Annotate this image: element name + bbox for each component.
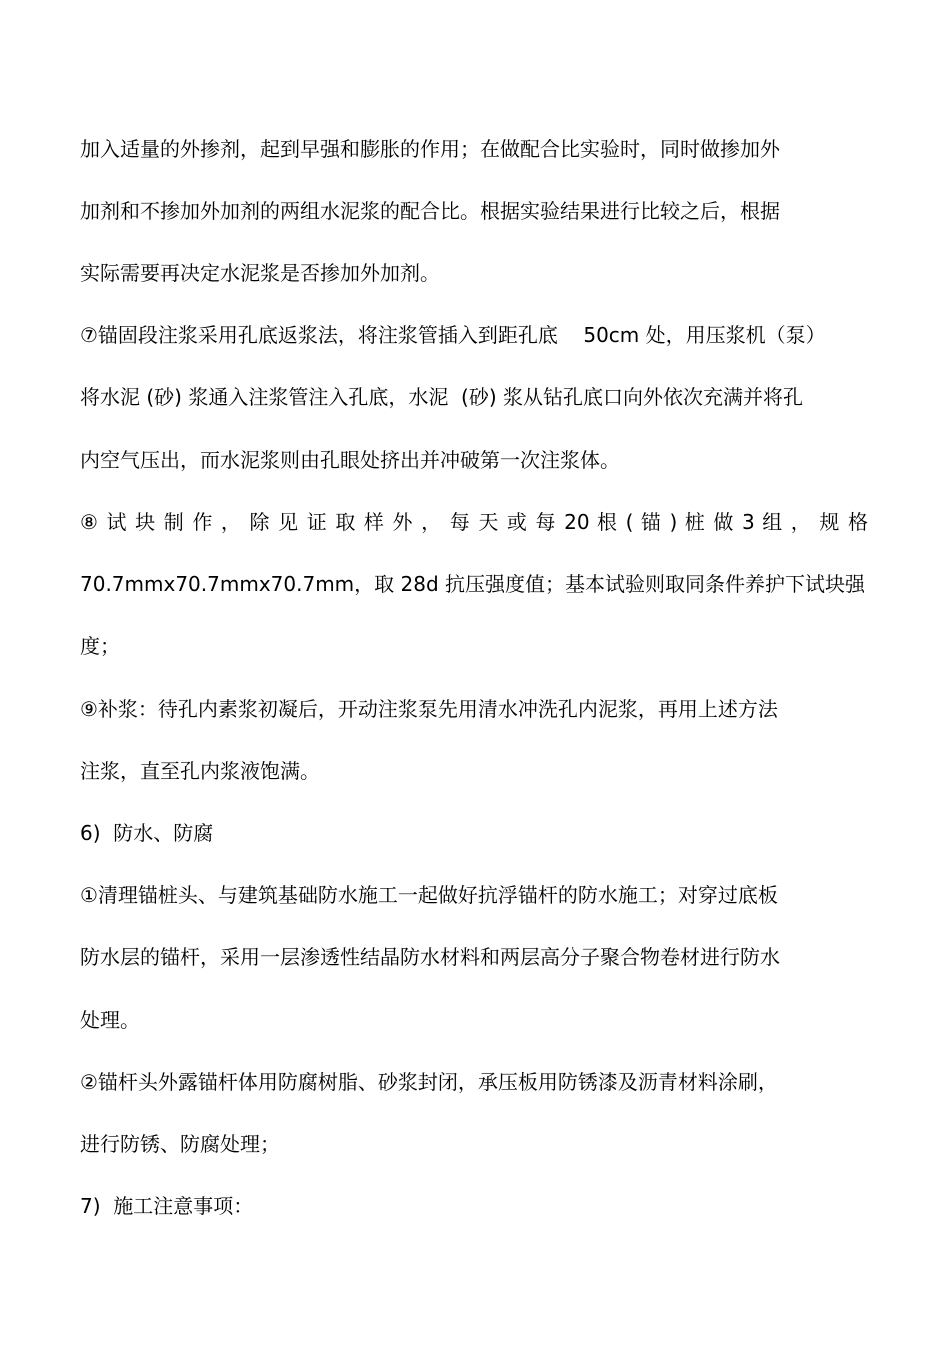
- paragraph-line: 防水层的锚杆，采用一层渗透性结晶防水材料和两层高分子聚合物卷材进行防水: [80, 945, 780, 969]
- paragraph-line: ①清理锚桩头、与建筑基础防水施工一起做好抗浮锚杆的防水施工；对穿过底板: [80, 883, 778, 907]
- paragraph-line: 加入适量的外掺剂，起到早强和膨胀的作用；在做配合比实验时，同时做掺加外: [80, 137, 780, 161]
- paragraph-line: 实际需要再决定水泥浆是否掺加外加剂。: [80, 261, 440, 285]
- paragraph-line: 加剂和不掺加外加剂的两组水泥浆的配合比。根据实验结果进行比较之后，根据: [80, 199, 780, 223]
- section-heading: 7) 施工注意事项：: [80, 1194, 254, 1218]
- paragraph-line: ⑦锚固段注浆采用孔底返浆法，将注浆管插入到距孔底 50cm 处，用压浆机（泵）: [80, 323, 826, 347]
- section-heading: 6) 防水、防腐: [80, 821, 214, 845]
- paragraph-line: 度；: [80, 634, 120, 658]
- paragraph-line: 70.7mmx70.7mmx70.7mm，取 28d 抗压强度值；基本试验则取同条件养护下试块强: [80, 572, 866, 596]
- paragraph-line: 进行防锈、防腐处理；: [80, 1132, 280, 1156]
- paragraph-line: ⑨补浆：待孔内素浆初凝后，开动注浆泵先用清水冲洗孔内泥浆，再用上述方法: [80, 697, 778, 721]
- paragraph-line: 将水泥 (砂) 浆通入注浆管注入孔底，水泥 (砂) 浆从钻孔底口向外依次充满并将孔: [80, 385, 803, 409]
- paragraph-line: ⑧ 试 块 制 作 ， 除 见 证 取 样 外 ， 每 天 或 每 20 根 ( 锚 ) 桩 做 3 组 ， 规 格: [80, 510, 868, 534]
- paragraph-line: 处理。: [80, 1008, 140, 1032]
- paragraph-line: ②锚杆头外露锚杆体用防腐树脂、砂浆封闭，承压板用防锈漆及沥青材料涂刷，: [80, 1070, 778, 1094]
- paragraph-line: 内空气压出，而水泥浆则由孔眼处挤出并冲破第一次注浆体。: [80, 448, 620, 472]
- paragraph-line: 注浆，直至孔内浆液饱满。: [80, 759, 320, 783]
